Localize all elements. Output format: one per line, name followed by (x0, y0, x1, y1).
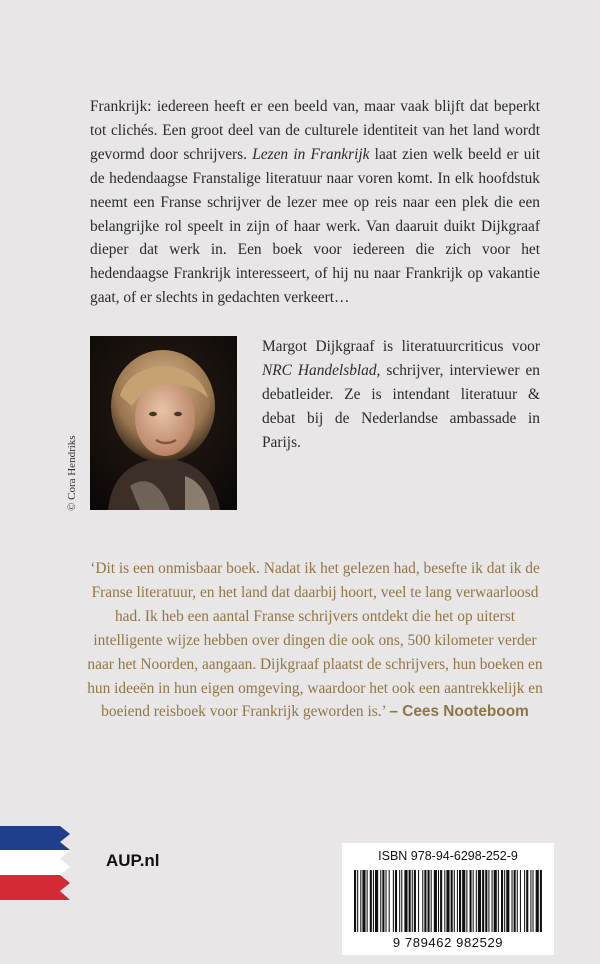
barcode-bar (424, 870, 426, 932)
barcode-bar (362, 870, 365, 932)
barcode-bar (375, 870, 378, 932)
isbn-label: ISBN 978-94-6298-252-9 (378, 849, 518, 863)
barcode-bar (504, 870, 505, 932)
barcode-bar (444, 870, 445, 932)
barcode-bar (494, 870, 497, 932)
barcode-bar (360, 870, 361, 932)
barcode-bar (440, 870, 442, 932)
barcode-bar (520, 870, 521, 932)
barcode-bar (506, 870, 509, 932)
barcode-bar (524, 870, 525, 932)
barcode-bar (533, 870, 534, 932)
barcode-bar (395, 870, 397, 932)
barcode-bar (514, 870, 516, 932)
barcode-bar (414, 870, 416, 932)
barcode-bar (462, 870, 465, 932)
newspaper-name-italic: NRC Handelsblad, (262, 361, 381, 379)
barcode-bar (373, 870, 374, 932)
blurb-text-1: Frankrijk: iedereen heeft er een beeld van, maar vaak blijft dat beperkt tot clichés. Een groot deel van de culturele identiteit van het land wordt gevormd door schrijvers. (90, 98, 540, 163)
back-cover-blurb (90, 95, 540, 310)
barcode-bar (428, 870, 430, 932)
barcode-bar (386, 870, 387, 932)
barcode-bar (517, 870, 518, 932)
barcode-bar (530, 870, 531, 932)
barcode-bar (540, 870, 542, 932)
bio-text-1: Margot Dijkgraaf is literatuurcriticus voor (262, 338, 540, 355)
barcode-bar (526, 870, 528, 932)
barcode-bar (488, 870, 489, 932)
barcode-bar (354, 870, 356, 932)
barcode-bar (409, 870, 411, 932)
barcode-bar (485, 870, 487, 932)
barcode-bar (512, 870, 513, 932)
barcode-bar (401, 870, 402, 932)
quote-text: ‘Dit is een onmisbaar boek. Nadat ik het gelezen had, besefte ik dat ik de Franse literatuur, en het land dat daarbij hoort, veel te lang verwaarloosd had. Ik heb een aantal Franse schrijvers ontdekt die het op uiterst intelligente wijze hebben over dingen die ook ons, 500 kilometer verder naar het Noorden, aangaan. Dijkgraaf plaatst de schrijvers, hun boeken en hun ideeën in hun eigen omgeving, waardoor het ook een aantrekkelijk en boeiend reisboek voor Frankrijk geworden is.’ (87, 560, 543, 721)
author-photo (90, 336, 237, 510)
barcode-bar (536, 870, 539, 932)
author-portrait-image (90, 336, 237, 510)
barcode-bar (380, 870, 381, 932)
barcode-bar (482, 870, 484, 932)
quote-author: – Cees Nooteboom (389, 703, 529, 721)
publisher-website: AUP.nl (106, 851, 160, 870)
barcode-bar (438, 870, 439, 932)
barcode-bar (501, 870, 503, 932)
isbn-barcode (342, 843, 554, 955)
barcode-bar (393, 870, 394, 932)
barcode-bar (473, 870, 474, 932)
barcode-bar (454, 870, 455, 932)
barcode-bar (389, 870, 390, 932)
barcode-bar (478, 870, 481, 932)
barcode-bar (367, 870, 368, 932)
blurb-text-2: laat zien welk beeld er uit de hedendaagse Franstalige literatuur naar voren komt. In elk hoofdstuk neemt een Franse schrijver de lezer mee op reis naar een plek die een belangrijke rol speelt in zijn of haar werk. Van daaruit duikt Dijkgraaf dieper dat werk in. Een boek voor iedereen die zich voor het hedendaagse Frankrijk interesseert, of hij nu naar Frankrijk op vakantie gaat, of er slechts in gedachten verkeert… (90, 145, 540, 307)
barcode-digits: 9 789462 982529 (392, 935, 504, 950)
barcode-bar (418, 870, 419, 932)
barcode-bar (422, 870, 423, 932)
barcode-bar (457, 870, 458, 932)
barcode-bar (446, 870, 449, 932)
barcode-bar (466, 870, 467, 932)
barcode-bar (382, 870, 384, 932)
barcode-bar (404, 870, 407, 932)
barcode-bar (434, 870, 437, 932)
book-title-italic: Lezen in Frankrijk (252, 145, 370, 163)
barcode-bar (399, 870, 400, 932)
barcode-bar (431, 870, 432, 932)
barcode-bars (348, 870, 548, 932)
barcode-bar (476, 870, 477, 932)
barcode-bar (412, 870, 413, 932)
flag-stripes-icon (0, 826, 72, 900)
barcode-bar (357, 870, 358, 932)
photo-credit: © Cora Hendriks (66, 435, 78, 511)
barcode-bar (498, 870, 499, 932)
barcode-bar (470, 870, 472, 932)
barcode-bar (451, 870, 453, 932)
author-bio (262, 335, 540, 455)
barcode-bar (492, 870, 493, 932)
bio-text-2: schrijver, interviewer en debatleider. Ze is intendant literatuur & debat bij de Nederlandse ambassade in Parijs. (262, 361, 540, 451)
barcode-bar (459, 870, 461, 932)
barcode-bar (370, 870, 372, 932)
endorsement-quote (80, 557, 550, 724)
